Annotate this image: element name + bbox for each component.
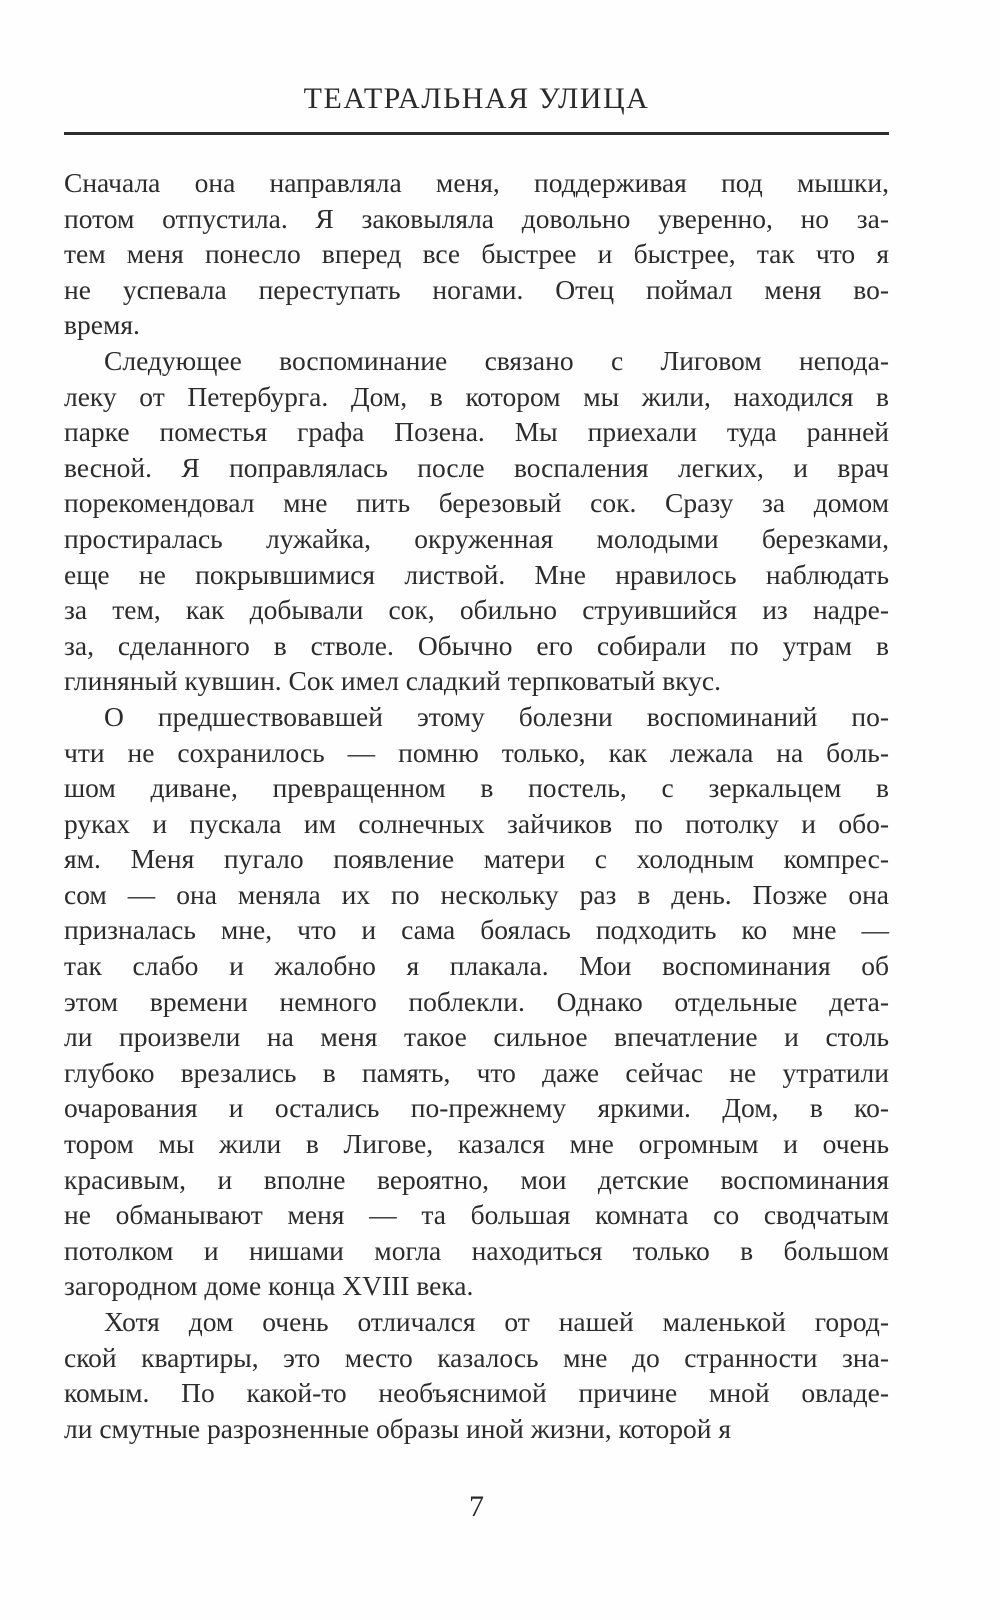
text-line: ли произвели на меня такое сильное впечатление и столь xyxy=(64,1021,889,1053)
text-line: чти не сохранилось — помню только, как лежала на боль- xyxy=(64,736,889,768)
text-line: ям. Меня пугало появление матери с холодным компрес- xyxy=(64,843,889,875)
text-line: Следующее воспоминание связано с Лиговом непода- xyxy=(104,344,889,376)
header-rule xyxy=(64,132,889,135)
running-title: ТЕАТРАЛЬНАЯ УЛИЦА xyxy=(303,82,650,115)
text-line: загородном доме конца XVIII века. xyxy=(64,1270,474,1302)
text-line: глиняный кувшин. Сок имел сладкий терпковатый вкус. xyxy=(64,665,721,697)
text-line: Хотя дом очень отличался от нашей маленькой город- xyxy=(104,1306,889,1337)
text-line: порекомендовал мне пить березовый сок. Сразу за домом xyxy=(64,487,889,519)
text-line: за, сделанного в стволе. Обычно его собирали по утрам в xyxy=(64,629,889,661)
text-line: ли смутные разрозненные образы иной жизни, которой я xyxy=(64,1412,732,1444)
text-line: красивым, и вполне вероятно, мои детские воспоминания xyxy=(64,1163,889,1195)
text-line: комым. По какой-то необъяснимой причине мной овладе- xyxy=(64,1377,889,1409)
text-line: весной. Я поправлялась после воспаления легких, и врач xyxy=(64,451,889,483)
body-text xyxy=(64,165,889,1446)
text-line: тем меня понесло вперед все быстрее и быстрее, так что я xyxy=(64,238,889,270)
text-line: так слабо и жалобно я плакала. Мои воспоминания об xyxy=(64,950,889,982)
text-line: парке поместья графа Позена. Мы приехали туда ранней xyxy=(64,416,889,448)
text-line: Сначала она направляла меня, поддерживая под мышки, xyxy=(64,167,889,198)
text-line: еще не покрывшимися листвой. Мне нравилось наблюдать xyxy=(64,558,889,590)
text-line: руках и пускала им солнечных зайчиков по потолку и обо- xyxy=(64,807,889,839)
text-line: очарования и остались по-прежнему яркими. Дом, в ко- xyxy=(64,1092,889,1124)
text-line: время. xyxy=(64,309,140,341)
text-line: не обманывают меня — та большая комната со сводчатым xyxy=(64,1199,889,1231)
text-line: не успевала переступать ногами. Отец поймал меня во- xyxy=(64,273,889,305)
text-line: тором мы жили в Лигове, казался мне огромным и очень xyxy=(64,1128,889,1160)
text-line: простиралась лужайка, окруженная молодыми березками, xyxy=(64,522,889,554)
text-line: ской квартиры, это место казалось мне до странности зна- xyxy=(64,1341,889,1373)
text-line: О предшествовавшей этому болезни воспоминаний по- xyxy=(104,700,889,732)
text-line: потом отпустила. Я заковыляла довольно уверенно, но за- xyxy=(64,202,889,234)
text-line: глубоко врезались в память, что даже сейчас не утратили xyxy=(64,1056,889,1088)
text-line: за тем, как добывали сок, обильно струившийся из надре- xyxy=(64,594,889,626)
text-line: призналась мне, что и сама боялась подходить ко мне — xyxy=(64,914,889,946)
text-line: шом диване, превращенном в постель, с зеркальцем в xyxy=(64,772,889,804)
text-line: леку от Петербурга. Дом, в котором мы жили, находился в xyxy=(64,380,889,412)
text-line: этом времени немного поблекли. Однако отдельные дета- xyxy=(64,985,889,1017)
page-number: 7 xyxy=(469,1490,484,1523)
text-line: потолком и нишами могла находиться только в большом xyxy=(64,1234,889,1266)
text-line: сом — она меняла их по нескольку раз в день. Позже она xyxy=(64,878,889,910)
